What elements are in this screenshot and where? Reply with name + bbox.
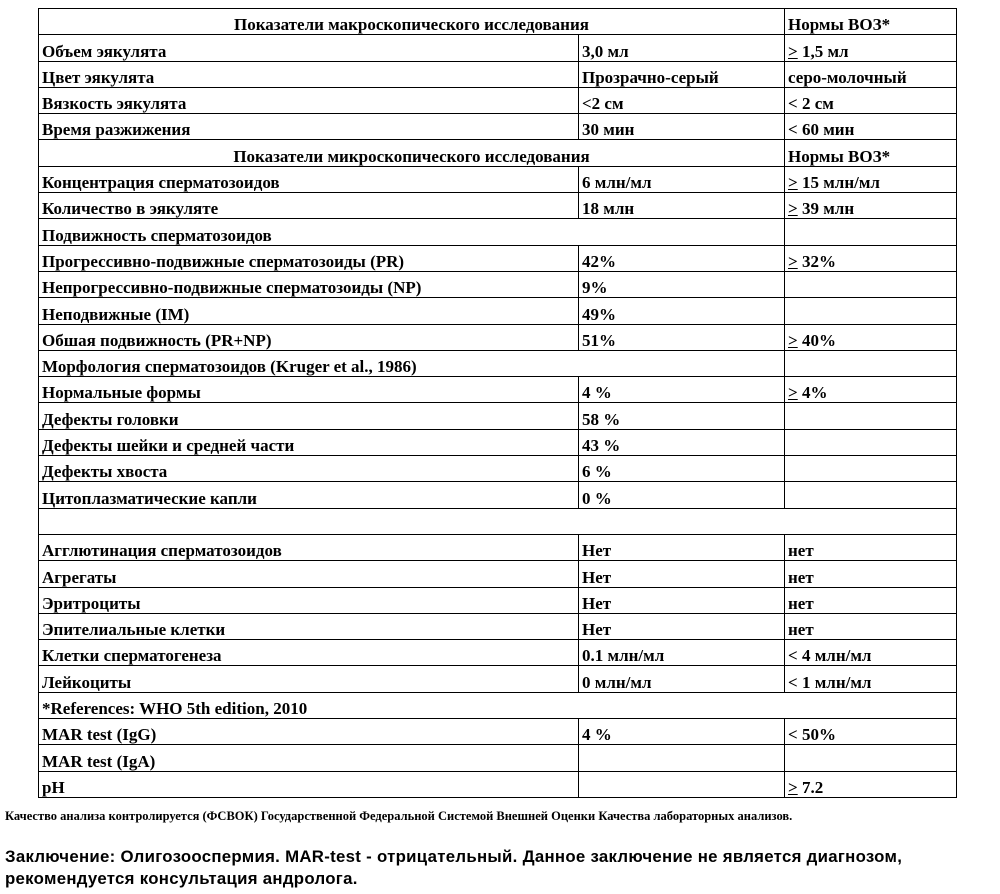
section-header-row [39, 140, 957, 166]
row-label: Дефекты головки [39, 403, 579, 429]
row-label: Концентрация сперматозоидов [39, 166, 579, 192]
table-row [39, 324, 957, 350]
section-header-row [39, 9, 957, 35]
conclusion-text: Заключение: Олигозооспермия. MAR-test - отрицательный. Данное заключение не является диагнозом, рекомендуется консультация андролога. [5, 847, 903, 888]
table-row [39, 771, 957, 797]
row-value: 6 млн/мл [579, 166, 785, 192]
norm-cell [785, 271, 957, 297]
norm-value: 32% [797, 251, 836, 271]
row-value: Нет [579, 534, 785, 560]
norm-cell [785, 456, 957, 482]
row-value: 3,0 мл [579, 35, 785, 61]
table-row [39, 377, 957, 403]
norm-value: < 1 млн/мл [788, 672, 872, 692]
section-header-row [39, 219, 957, 245]
norm-cell [785, 166, 957, 192]
row-label: Неподвижные (IM) [39, 298, 579, 324]
table-row [39, 666, 957, 692]
norm-cell [785, 35, 957, 61]
references-row [39, 692, 957, 718]
norm-value: 7.2 [797, 777, 824, 797]
norm-cell [785, 61, 957, 87]
section-header: Морфология сперматозоидов (Kruger et al., 1986) [39, 350, 785, 376]
norm-value: 4% [797, 383, 828, 403]
row-label: Время разжижения [39, 114, 579, 140]
blank-cell [39, 508, 957, 534]
table-row [39, 245, 957, 271]
table-row [39, 587, 957, 613]
table-row [39, 166, 957, 192]
row-value: 9% [579, 271, 785, 297]
norm-cell [785, 429, 957, 455]
row-value: 4 % [579, 719, 785, 745]
norm-value: 15 млн/мл [797, 173, 880, 193]
section-header: Показатели макроскопического исследования [39, 9, 785, 35]
section-header: Показатели микроскопического исследования [39, 140, 785, 166]
norm-cell [785, 87, 957, 113]
row-label: MAR test (IgG) [39, 719, 579, 745]
row-value: Прозрачно-серый [579, 61, 785, 87]
section-header: Подвижность сперматозоидов [39, 219, 785, 245]
norm-cell [785, 561, 957, 587]
table-row [39, 719, 957, 745]
row-value: 42% [579, 245, 785, 271]
row-value [579, 771, 785, 797]
norm-cell [785, 587, 957, 613]
norm-cell [785, 640, 957, 666]
row-value: Нет [579, 561, 785, 587]
empty-cell [785, 219, 957, 245]
row-value [579, 745, 785, 771]
norm-cell [785, 245, 957, 271]
norm-cell [785, 298, 957, 324]
norm-sign: > [788, 251, 798, 271]
table-row [39, 298, 957, 324]
table-row [39, 456, 957, 482]
empty-cell [785, 350, 957, 376]
table-row [39, 61, 957, 87]
row-value: 58 % [579, 403, 785, 429]
norm-cell [785, 324, 957, 350]
row-label: Вязкость эякулята [39, 87, 579, 113]
norm-cell [785, 771, 957, 797]
norm-cell [785, 193, 957, 219]
row-label: Обшая подвижность (PR+NP) [39, 324, 579, 350]
norm-value: серо-молочный [788, 67, 907, 87]
row-value: <2 см [579, 87, 785, 113]
row-label: Агглютинация сперматозоидов [39, 534, 579, 560]
row-label: Непрогрессивно-подвижные сперматозоиды (NP) [39, 271, 579, 297]
norm-cell [785, 114, 957, 140]
row-label: pH [39, 771, 579, 797]
norm-header: Нормы ВОЗ* [785, 9, 957, 35]
norm-value: 40% [797, 330, 836, 350]
norm-cell [785, 719, 957, 745]
quality-control-note: Качество анализа контролируется (ФСВОК) Государственной Федеральной Системой Внешней Оценки Качества лабораторных анализов. [5, 809, 793, 823]
norm-cell [785, 534, 957, 560]
table-row [39, 193, 957, 219]
row-label: Агрегаты [39, 561, 579, 587]
norm-sign: > [788, 173, 798, 193]
norm-value: < 4 млн/мл [788, 646, 872, 666]
norm-cell [785, 403, 957, 429]
row-label: MAR test (IgA) [39, 745, 579, 771]
norm-header: Нормы ВОЗ* [785, 140, 957, 166]
row-label: Лейкоциты [39, 666, 579, 692]
norm-value: нет [788, 593, 814, 613]
row-label: Объем эякулята [39, 35, 579, 61]
row-value: 30 мин [579, 114, 785, 140]
report-body [39, 9, 957, 798]
row-value: 0 % [579, 482, 785, 508]
row-value: 18 млн [579, 193, 785, 219]
row-label: Прогрессивно-подвижные сперматозоиды (PR) [39, 245, 579, 271]
row-value: 49% [579, 298, 785, 324]
norm-cell [785, 745, 957, 771]
table-row [39, 271, 957, 297]
row-label: Количество в эякуляте [39, 193, 579, 219]
norm-value: < 50% [788, 725, 836, 745]
references-note: *References: WHO 5th edition, 2010 [39, 692, 957, 718]
table-row [39, 745, 957, 771]
norm-cell [785, 482, 957, 508]
norm-sign: > [788, 330, 798, 350]
norm-value: нет [788, 567, 814, 587]
row-label: Дефекты хвоста [39, 456, 579, 482]
norm-value: < 2 см [788, 94, 834, 114]
table-row [39, 87, 957, 113]
norm-sign: > [788, 777, 798, 797]
norm-cell [785, 613, 957, 639]
row-label: Дефекты шейки и средней части [39, 429, 579, 455]
norm-sign: > [788, 41, 798, 61]
row-label: Нормальные формы [39, 377, 579, 403]
row-value: 6 % [579, 456, 785, 482]
norm-value: 1,5 мл [797, 41, 849, 61]
row-value: Нет [579, 613, 785, 639]
norm-value: < 60 мин [788, 120, 855, 140]
row-label: Эритроциты [39, 587, 579, 613]
row-value: 4 % [579, 377, 785, 403]
table-row [39, 482, 957, 508]
semen-analysis-table [38, 8, 957, 798]
norm-sign: > [788, 383, 798, 403]
table-row [39, 561, 957, 587]
row-label: Цитоплазматические капли [39, 482, 579, 508]
norm-cell [785, 666, 957, 692]
norm-value: нет [788, 541, 814, 561]
table-row [39, 35, 957, 61]
table-row [39, 640, 957, 666]
row-value: 0 млн/мл [579, 666, 785, 692]
table-row [39, 534, 957, 560]
row-value: 51% [579, 324, 785, 350]
row-label: Цвет эякулята [39, 61, 579, 87]
blank-row [39, 508, 957, 534]
section-header-row [39, 350, 957, 376]
norm-value: нет [788, 620, 814, 640]
row-label: Эпителиальные клетки [39, 613, 579, 639]
norm-cell [785, 377, 957, 403]
table-row [39, 429, 957, 455]
norm-value: 39 млн [797, 199, 855, 219]
norm-sign: > [788, 199, 798, 219]
table-row [39, 403, 957, 429]
row-value: 0.1 млн/мл [579, 640, 785, 666]
table-row [39, 613, 957, 639]
table-row [39, 114, 957, 140]
row-label: Клетки сперматогенеза [39, 640, 579, 666]
row-value: Нет [579, 587, 785, 613]
row-value: 43 % [579, 429, 785, 455]
